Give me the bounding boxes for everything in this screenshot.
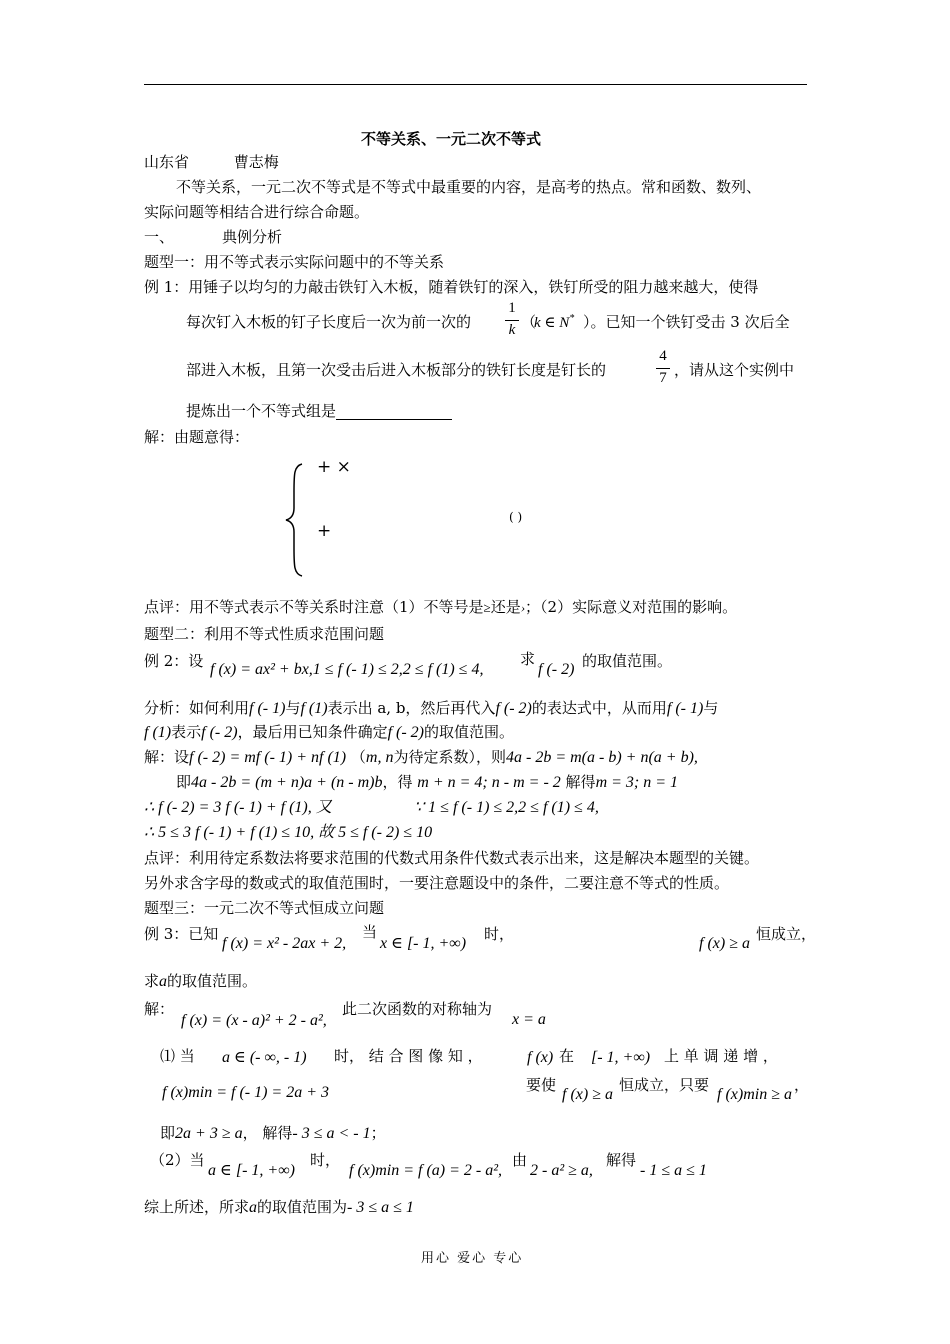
analysis2-f1: f (1) xyxy=(144,724,172,741)
solution2-formula: f (- 2) = mf (- 1) + nf (1) xyxy=(189,749,347,766)
example1-line4-text: 提炼出一个不等式组是 xyxy=(186,402,337,420)
example1-line1: 例 1：用锤子以均匀的力敲击铁钉入木板，随着铁钉的深入，铁钉所受的阻力越来越大，使得 xyxy=(144,278,759,296)
case1-result-ineq: 2a + 3 ≥ a xyxy=(175,1125,243,1142)
case1-d: 上 单 调 递 增 ， xyxy=(664,1047,778,1065)
solution2-line2-eq3: m = 3; n = 1 xyxy=(595,774,679,791)
solution2-line3: ∴ f (- 2) = 3 f (- 1) + f (1), 又 xyxy=(144,799,332,816)
case2-a: （2）当 xyxy=(150,1151,205,1169)
fraction-4-over-7 xyxy=(656,348,670,390)
example3-domain: x ∈ [- 1, +∞) xyxy=(380,935,467,952)
system-row-2: + xyxy=(317,521,332,541)
solution1-label: 解：由题意得： xyxy=(144,428,250,446)
solution2-mn: m, n xyxy=(365,749,394,766)
type3-heading: 题型三：一元二次不等式恒成立问题 xyxy=(144,899,385,917)
example3-formula: f (x) = x² - 2ax + 2, xyxy=(222,935,347,952)
analysis-d: 的表达式中，从而用 xyxy=(531,699,667,717)
page-title: 不等关系、一元二次不等式 xyxy=(361,130,542,148)
page-footer: 用心 爱心 专心 xyxy=(421,1251,524,1266)
comment1-b: 还是 xyxy=(490,598,521,616)
example3-a: 例 3：已知 xyxy=(144,925,219,943)
solution2-b: （ xyxy=(350,748,366,766)
example2-f-neg2: f (- 2) xyxy=(538,661,575,678)
comment1-c: ；（2）实际意义对范围的影响。 xyxy=(525,598,738,616)
k-in-n-star: k ∈ N* xyxy=(534,313,575,331)
analysis-line2 xyxy=(144,723,514,742)
comment2-line1: 点评：利用待定系数法将要求范围的代数式用条件代数式表示出来，这是解决本题型的关键。 xyxy=(144,849,760,867)
fraction-numerator: 4 xyxy=(659,348,667,364)
solution2-line2-b: ，得 xyxy=(382,773,413,791)
example2-formula: f (x) = ax² + bx,1 ≤ f (- 1) ≤ 2,2 ≤ f (1) ≤ 4, xyxy=(210,661,484,678)
symbol-gt: › xyxy=(520,600,526,615)
answer-blank[interactable] xyxy=(336,403,452,420)
left-brace-icon xyxy=(284,462,306,578)
fraction-denominator: 7 xyxy=(659,370,667,386)
example1-line4 xyxy=(186,402,452,420)
example1-line2b: （ xyxy=(521,313,537,331)
conclusion-a: 综上所述，所求 xyxy=(144,1198,250,1216)
analysis2-f2: f (- 2) xyxy=(201,724,238,741)
case1-result-a: 即 xyxy=(160,1124,176,1142)
solution2-line2-c: 解得 xyxy=(565,773,596,791)
analysis-a: 分析：如何利用 xyxy=(144,699,250,717)
example3-b: 当 xyxy=(362,923,378,941)
section-heading xyxy=(144,228,282,246)
fraction-1-over-k xyxy=(505,300,519,342)
case1-condition: f (x) ≥ a xyxy=(562,1086,613,1103)
conclusion-range: - 3 ≤ a ≤ 1 xyxy=(347,1199,414,1216)
analysis2-b: ，最后用已知条件确定 xyxy=(237,723,388,741)
analysis-c: 表示出 a, b，然后再代入 xyxy=(327,699,496,717)
example2-b: 求 xyxy=(520,650,536,668)
fraction-bar xyxy=(505,320,519,321)
solution2-eq: 4a - 2b = m(a - b) + n(a + b), xyxy=(506,749,698,766)
case1-a: ⑴ 当 xyxy=(160,1047,195,1065)
section-title: 典例分析 xyxy=(222,228,283,246)
analysis-line1 xyxy=(144,699,718,718)
case1-f: f (x) xyxy=(527,1049,554,1066)
analysis-f4: f (- 1) xyxy=(666,700,704,717)
solution2-line4: ∴ 5 ≤ 3 f (- 1) + f (1) ≤ 10, 故 5 ≤ f (- 2) ≤ 10 xyxy=(144,824,433,841)
symbol-ge: ≥ xyxy=(483,600,491,615)
solution2-line1 xyxy=(144,748,698,767)
case1-result-b: ， 解得 xyxy=(242,1124,293,1142)
comment2-line2: 另外求含字母的数或式的取值范围时，一要注意题设中的条件，二要注意不等式的性质。 xyxy=(144,874,730,892)
example3-line2-a: 求 xyxy=(144,972,160,990)
header-rule xyxy=(144,84,807,85)
solution2-a: 解：设 xyxy=(144,748,190,766)
analysis2-f3: f (- 2) xyxy=(387,724,425,741)
system-row-1: + × xyxy=(317,457,351,477)
conclusion-b: 的取值范围为 xyxy=(257,1198,348,1216)
case2-min: f (x)min = f (a) = 2 - a², xyxy=(349,1162,503,1179)
case2-c: 由 xyxy=(512,1151,528,1169)
system-paren: ( ) xyxy=(509,510,523,524)
intro-line-1: 不等关系，一元二次不等式是不等式中最重要的内容，是高考的热点。常和函数、数列、 xyxy=(176,178,762,196)
example3-c: 时， xyxy=(484,925,515,943)
section-number: 一、 xyxy=(144,228,175,246)
type2-heading: 题型二：利用不等式性质求范围问题 xyxy=(144,625,385,643)
analysis-e: 与 xyxy=(703,699,719,717)
fraction-denominator: k xyxy=(508,322,516,338)
case1-e: 要使 xyxy=(526,1076,557,1094)
solution2-line2-eq: 4a - 2b = (m + n)a + (n - m)b xyxy=(191,774,383,791)
case1-g: ， xyxy=(794,1076,810,1094)
solution3-b: 此二次函数的对称轴为 xyxy=(342,1000,493,1018)
case2-domain: a ∈ [- 1, +∞) xyxy=(208,1162,295,1179)
case1-condition2: f (x)min ≥ a xyxy=(717,1086,792,1103)
case1-domain: a ∈ (- ∞, - 1) xyxy=(222,1049,307,1066)
example1-line3b: ，请从这个实例中 xyxy=(674,361,795,379)
case1-min: f (x)min = f (- 1) = 2a + 3 xyxy=(162,1084,330,1101)
solution2-c: 为待定系数），则 xyxy=(393,748,506,766)
solution2-line2-eq2: m + n = 4; n - m = - 2 xyxy=(417,774,561,791)
solution3-formula: f (x) = (x - a)² + 2 - a², xyxy=(181,1012,327,1029)
case2-b: 时， xyxy=(310,1151,341,1169)
case1-result-range: - 3 ≤ a < - 1 xyxy=(292,1125,371,1142)
case1-interval: [- 1, +∞) xyxy=(591,1049,651,1066)
analysis-f1: f (- 1) xyxy=(249,700,286,717)
case1-result xyxy=(160,1124,386,1143)
solution3-axis: x = a xyxy=(512,1011,546,1028)
example2-a: 例 2：设 xyxy=(144,652,204,670)
analysis-b: 与 xyxy=(285,699,301,717)
solution2-line2 xyxy=(176,773,678,792)
solution2-line3-b: ∵ 1 ≤ f (- 1) ≤ 2,2 ≤ f (1) ≤ 4, xyxy=(414,799,599,816)
example1-line2d: ）。已知一个铁钉受击 3 次后全 xyxy=(583,313,790,331)
analysis2-a: 表示 xyxy=(171,723,202,741)
conclusion xyxy=(144,1198,414,1217)
example3-line2-b: 的取值范围。 xyxy=(167,972,258,990)
fraction-bar xyxy=(656,368,670,369)
case1-c: 在 xyxy=(559,1047,575,1065)
solution2-line2-a: 即 xyxy=(176,773,192,791)
conclusion-var: a xyxy=(249,1199,258,1216)
case1-result-c: ； xyxy=(370,1124,386,1142)
analysis-f2: f (1) xyxy=(300,700,328,717)
case2-result: - 1 ≤ a ≤ 1 xyxy=(640,1162,707,1179)
fraction-numerator: 1 xyxy=(508,300,516,316)
k-in-n-text: k ∈ N xyxy=(534,315,570,331)
example3-var-a: a xyxy=(159,973,168,990)
intro-line-2: 实际问题等相结合进行综合命题。 xyxy=(144,203,370,221)
case2-d: 解得 xyxy=(606,1151,637,1169)
case2-ineq: 2 - a² ≥ a, xyxy=(530,1162,593,1179)
example3-d: 恒成立， xyxy=(756,925,817,943)
case1-f2: 恒成立，只要 xyxy=(619,1076,710,1094)
solution3-label: 解： xyxy=(144,1000,175,1018)
author-line: 山东省 曹志梅 xyxy=(144,153,279,171)
example3-condition: f (x) ≥ a xyxy=(699,935,750,952)
comment1-a: 点评：用不等式表示不等关系时注意（1）不等号是 xyxy=(144,598,484,616)
case1-b: 时， 结 合 图 像 知 ， xyxy=(334,1047,483,1065)
example1-line2a: 每次钉入木板的钉子长度后一次为前一次的 xyxy=(186,313,472,331)
example3-line2 xyxy=(144,972,257,991)
analysis2-c: 的取值范围。 xyxy=(424,723,515,741)
comment1 xyxy=(144,598,737,616)
example1-line3a: 部进入木板，且第一次受击后进入木板部分的铁钉长度是钉长的 xyxy=(186,361,607,379)
example2-c: 的取值范围。 xyxy=(582,652,673,670)
type1-heading: 题型一：用不等式表示实际问题中的不等关系 xyxy=(144,253,445,271)
analysis-f3: f (- 2) xyxy=(495,700,532,717)
